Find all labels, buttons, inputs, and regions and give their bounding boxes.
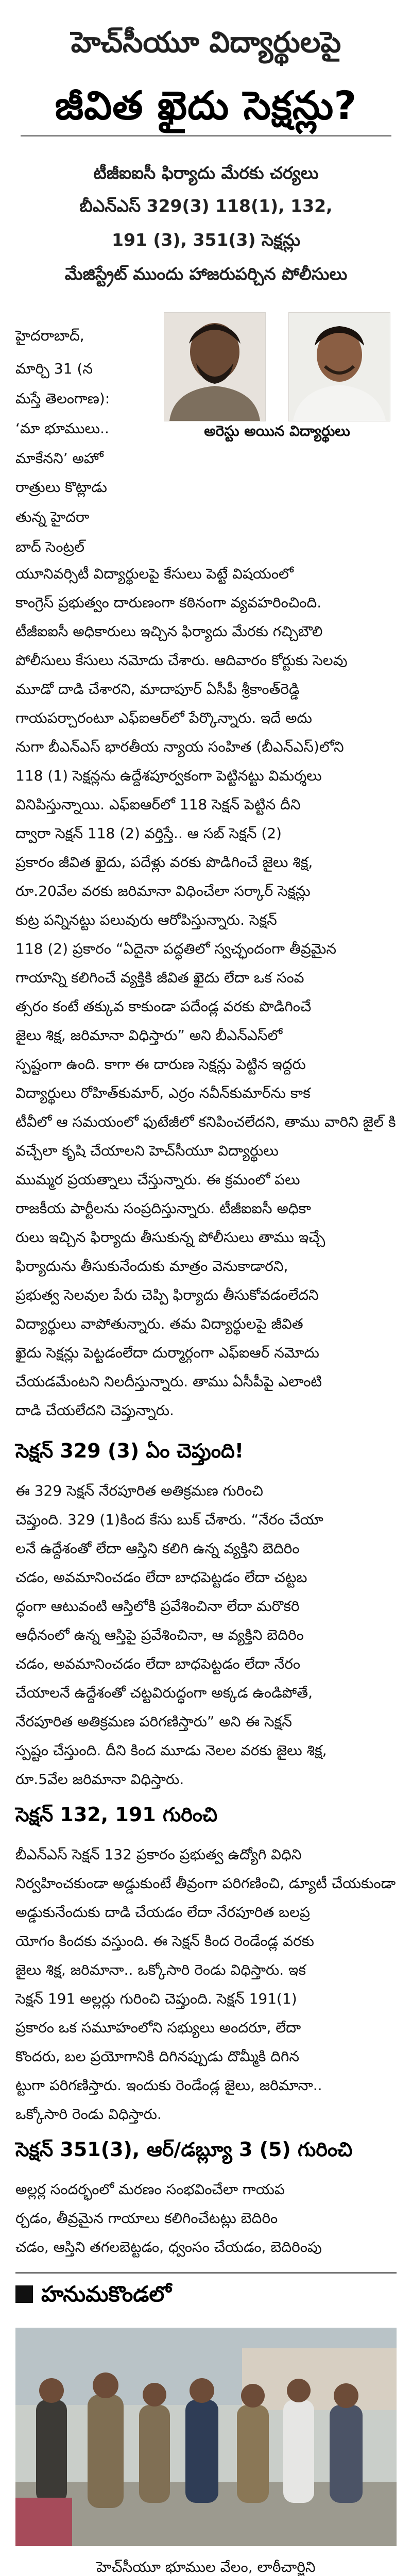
paragraph-1-line: నుగా బీఎన్‌ఎస్‌ భారతీయ న్యాయ సంహిత (బీఎన్‌ఎస్)లోని: [15, 738, 344, 755]
headline-line-2: జీవిత ఖైదు సెక్షన్లు?: [55, 82, 357, 128]
section-132-line: సెక్షన్ 191 అల్లర్లు గురించి చెప్తుంది. సెక్షన్ 191(1): [15, 1990, 297, 2007]
section-329-line: ఈ 329 సెక్షన్ నేరపూరిత అతిక్రమణ గురించి: [15, 1482, 263, 1499]
section-132-line: ఒక్కోసారి రెండు విధిస్తారు.: [15, 2106, 162, 2123]
paragraph-1-line: ప్రభుత్వ సెలవుల పేరు చెప్పి ఫిర్యాదు తీసుకోవడంలేదని: [15, 1286, 319, 1303]
paragraph-1-line: రులు ఇచ్చిన ఫిర్యాదు తీసుకున్న పోలీసులు తాము ఇచ్చే: [15, 1229, 325, 1246]
section-329-line: ద్ధంగా ఆటువంటి ఆస్తిలోకి ప్రవేశించినా లేదా మరొకరి: [15, 1598, 300, 1615]
paragraph-1-line: జైలు శిక్ష, జరిమానా విధిస్తారు” అని బీఎన్‌ఎస్‌లో: [15, 1027, 283, 1044]
student-photo-1: [164, 312, 266, 421]
paragraph-1-line: వచ్చేలా కృషి చేయాలని హెచ్‌సీయూ విద్యార్థులు: [15, 1142, 279, 1159]
section-132-line: ట్టుగా పరిగణిస్తారు. ఇందుకు రెండేండ్ల జైలు, జరిమానా..: [15, 2077, 322, 2094]
paragraph-1-line: ద్వారా సెక్షన్ 118 (2) వర్తిస్తే.. ఆ సబ్ సెక్షన్ (2): [15, 825, 282, 842]
section-132-line: ప్రకారం ఒక సమూహంలోని సభ్యులు అందరూ, లేదా: [15, 2019, 301, 2036]
city-divider: [15, 2272, 397, 2274]
section-132-line: జైలు శిక్ష, జరిమానా.. ఒక్కోసారి రెండు విధిస్తారు. ఇక: [15, 1961, 306, 1978]
dateline-line: హైదరాబాద్,: [15, 327, 84, 344]
section-title-329: సెక్షన్ 329 (3) ఏం చెప్తుంది!: [15, 1439, 244, 1462]
photo-caption-line: హెచ్‌సీయూ భూముల వేలం, లాఠీచార్జిని: [96, 2558, 316, 2575]
section-329-line: ఆధీనంలో ఉన్న ఆస్తిపై ప్రవేశించినా, ఆ వ్యక్తిని బెదిరిం: [15, 1626, 304, 1643]
section-329-line: నేరపూరిత అతిక్రమణ పరిగణిస్తారు” అని ఈ సెక్షన్: [15, 1713, 292, 1730]
student-photo-2: [288, 312, 390, 421]
paragraph-1-line: ఫిర్యాదును తీసుకునేందుకు మాత్రం వెనుకాడారని,: [15, 1258, 288, 1275]
paragraph-1-line: విద్యార్థులు వాపోతున్నారు. తమ విద్యార్థులపై జీవిత: [15, 1315, 303, 1332]
dateline-line: బాద్ సెంట్రల్: [15, 538, 85, 555]
paragraph-1-line: యూనివర్సిటీ విద్యార్థులపై కేసులు పెట్టే విషయంలో: [15, 565, 294, 582]
subheading-1: టీజీఐఐసీ ఫిర్యాదు మేరకు చర్యలు: [93, 163, 319, 183]
paragraph-1-line: దాడి చేయలేదని చెప్తున్నారు.: [15, 1402, 174, 1419]
paragraph-1-line: ముమ్మర ప్రయత్నాలు చేస్తున్నారు. ఈ క్రమంలో పలు: [15, 1171, 300, 1188]
section-329-line: చడం, అవమానించడం లేదా బాధపెట్టడం లేదా నేరం: [15, 1655, 301, 1672]
paragraph-1-line: కుట్ర పన్నినట్టు పలువురు ఆరోపిస్తున్నారు. సెక్షన్: [15, 911, 277, 928]
protest-scene-icon: [15, 2328, 397, 2546]
paragraph-1-line: 118 (1) సెక్షన్లను ఉద్దేశపూర్వకంగా పెట్టినట్టు విమర్శలు: [15, 767, 322, 784]
paragraph-1-line: గాయాన్ని కలిగించే వ్యక్తికి జీవిత ఖైదు లేదా ఒక సంవ: [15, 969, 304, 986]
dateline-line: మస్తే తెలంగాణ):: [15, 390, 110, 407]
paragraph-1-line: మూడో దాడి చేశారని, మాదాపూర్ ఏసీపీ శ్రీకాంత్‌రెడ్డి: [15, 681, 300, 698]
paragraph-1-line: రూ.20వేల వరకు జరిమానా విధించేలా సర్కార్ సెక్షన్లు: [15, 883, 311, 900]
section-132-line: నిర్వహించకుండా అడ్డుకుంటే తీవ్రంగా పరిగణించి, డ్యూటీ చేయకుండా: [15, 1875, 396, 1892]
paragraph-1-line: టీజీఐఐసీ అధికారులు ఇచ్చిన ఫిర్యాదు మేరకు గచ్చిబౌలి: [15, 623, 323, 640]
section-329-line: చెప్తుంది. 329 (1)కింద కేసు బుక్ చేశారు. “నేరం చేయా: [15, 1511, 323, 1528]
paragraph-1-line: ఖైదు సెక్షన్లు పెట్టడంలేదా దుర్మార్గంగా ఎఫ్ఐఆర్ నమోదు: [15, 1344, 319, 1361]
section-329-line: లనే ఉద్దేశంతో లేదా ఆస్తిని కలిగి ఉన్న వ్యక్తిని బెదిరిం: [15, 1540, 300, 1557]
photo-caption: అరెస్టు అయిన విద్యార్థులు: [204, 422, 350, 439]
paragraph-1-line: పోలీసులు కేసులు నమోదు చేశారు. ఆదివారం కోర్టుకు సెలవు: [15, 652, 348, 669]
protest-photo: [15, 2328, 397, 2546]
paragraph-1-line: విద్యార్థులు రోహిత్‌కుమార్, ఎర్రం నవీన్‌కుమార్‌ను కాక: [15, 1084, 311, 1101]
subheading-2: బీఎన్‌ఎస్ 329(3) 118(1), 132,: [79, 196, 333, 216]
section-title-351: సెక్షన్ 351(3), ఆర్/డబ్ల్యూ 3 (5) గురించి: [15, 2138, 353, 2161]
dateline-line: మార్చి 31 (న: [15, 360, 93, 377]
section-351-line: ర్చడం, తీవ్రమైన గాయాలు కలిగించేటట్లు బెదిరిం: [15, 2210, 278, 2227]
dateline-line: మాకేనని’ అహో: [15, 450, 104, 467]
paragraph-1-line: ప్రకారం జీవిత ఖైదు, పదేళ్లు వరకు పొడిగించే జైలు శిక్ష,: [15, 854, 313, 871]
paragraph-1-line: టీవీలో ఆ సమయంలో ఫుటేజీలో కనిపించలేదని, తాము వారిని జైల్ కి: [15, 1113, 396, 1130]
section-132-line: కొందరు, బల ప్రయోగానికి దిగినప్పుడు దొమ్మీకి దిగిన: [15, 2048, 299, 2065]
section-329-line: చడం, అవమానించడం లేదా బాధపెట్టడం లేదా చట్టబ: [15, 1569, 307, 1586]
section-132-line: అడ్డుకునేందుకు దాడి చేయడం లేదా నేరపూరిత బలప్ర: [15, 1904, 310, 1921]
dateline-line: తున్న హైదరా: [15, 509, 90, 526]
paragraph-1-line: చేయడమేంటని నిలదీస్తున్నారు. తాము ఏసీపీపై ఎలాంటి: [15, 1373, 322, 1390]
subheading-3: 191 (3), 351(3) సెక్షన్లు: [112, 230, 300, 250]
hanumakonda-heading: హనుమకొండలో: [41, 2281, 171, 2307]
section-329-line: చేయాలనే ఉద్దేశంతో చట్టవిరుద్ధంగా అక్కడ ఉండిపోతే,: [15, 1684, 313, 1701]
person-portrait-icon: [289, 313, 390, 421]
dateline-line: ‘మా భూములు..: [15, 420, 109, 437]
paragraph-1-line: వినిపిస్తున్నాయి. ఎఫ్ఐఆర్‌లో 118 సెక్షన్ పెట్టిన దీని: [15, 796, 301, 813]
headline-line-1: హెచ్‌సీయూ విద్యార్థులపై: [71, 26, 341, 59]
square-bullet-icon: [15, 2285, 33, 2303]
paragraph-1-line: స్పష్టంగా ఉంది. కాగా ఈ దారుణ సెక్షన్లు పెట్టిన ఇద్దరు: [15, 1056, 306, 1073]
paragraph-1-line: రాజకీయ పార్టీలను సంప్రదిస్తున్నారు. టీజీఐఐసీ అధికా: [15, 1200, 311, 1217]
section-132-line: యోగం కిందకు వస్తుంది. ఈ సెక్షన్ కింద రెండేండ్ల వరకు: [15, 1933, 314, 1950]
dateline-line: రాత్రులు కొట్లాడు: [15, 479, 107, 496]
section-351-line: అల్లర్ల సందర్భంలో మరణం సంభవించేలా గాయప: [15, 2181, 285, 2198]
headline-divider: [21, 135, 391, 137]
section-title-132-191: సెక్షన్ 132, 191 గురించి: [15, 1803, 218, 1826]
person-portrait-icon: [164, 313, 265, 421]
paragraph-1-line: 118 (2) ప్రకారం “ఏదైనా పద్ధతిలో స్వచ్ఛందంగా తీవ్రమైన: [15, 940, 337, 957]
paragraph-1-line: త్సరం కంటే తక్కువ కాకుండా పదేండ్ల వరకు పొడిగించే: [15, 998, 312, 1015]
subheading-4: మేజిస్ట్రేట్ ముందు హాజరుపర్చిన పోలీసులు: [64, 264, 348, 284]
section-351-line: చడం, ఆస్తిని తగలబెట్టడం, ధ్వంసం చేయడం, బెదిరింపు: [15, 2239, 322, 2256]
paragraph-1-line: గాయపర్చారంటూ ఎఫ్ఐఆర్‌లో పేర్కొన్నారు. ఇదే అదు: [15, 709, 312, 726]
paragraph-1-line: కాంగ్రెస్ ప్రభుత్వం దారుణంగా కఠినంగా వ్యవహరించింది.: [15, 594, 322, 611]
section-329-line: స్పష్టం చేస్తుంది. దీని కింద మూడు నెలల వరకు జైలు శిక్ష,: [15, 1742, 327, 1759]
section-132-line: బీఎన్‌ఎస్ సెక్షన్ 132 ప్రకారం ప్రభుత్వ ఉద్యోగి విధిని: [15, 1846, 302, 1863]
section-329-line: రూ.5వేల జరిమానా విధిస్తారు.: [15, 1771, 184, 1788]
